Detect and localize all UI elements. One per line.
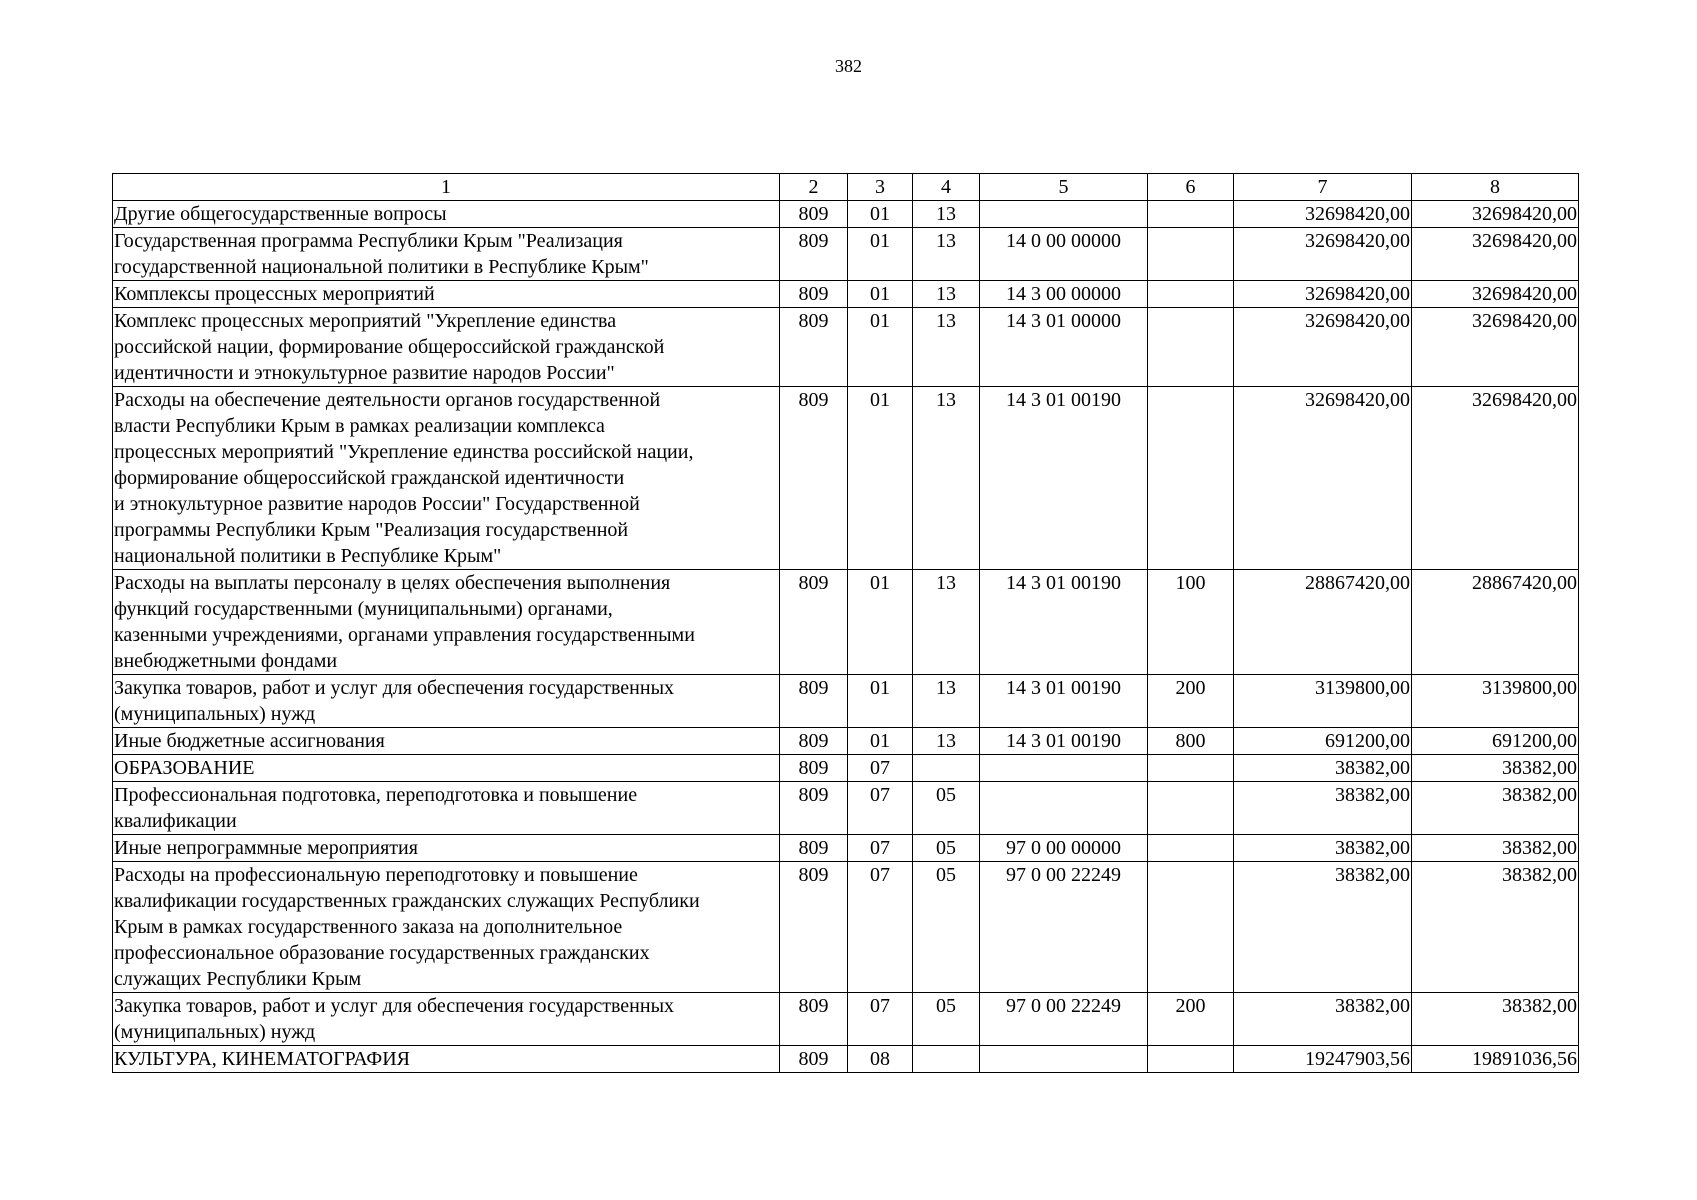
col-expense-type — [1148, 862, 1234, 993]
table-row — [113, 782, 1579, 835]
column-header: 2 — [780, 174, 848, 201]
row-name: Другие общегосударственные вопросы — [113, 201, 780, 228]
col-expense-type — [1148, 755, 1234, 782]
col-subsection: 13 — [913, 728, 980, 755]
row-name: Закупка товаров, работ и услуг для обеспечения государственных (муниципальных) нужд — [113, 993, 780, 1046]
col-amount-8: 38382,00 — [1412, 782, 1579, 835]
col-target-article: 14 3 01 00190 — [980, 387, 1148, 570]
col-section: 08 — [848, 1046, 913, 1073]
col-amount-7: 32698420,00 — [1234, 308, 1412, 387]
row-name: Государственная программа Республики Крым "Реализация государственной национальной политики в Республике Крым" — [113, 228, 780, 281]
table-row — [113, 755, 1579, 782]
col-ministry: 809 — [780, 728, 848, 755]
col-subsection: 13 — [913, 570, 980, 675]
col-amount-7: 28867420,00 — [1234, 570, 1412, 675]
col-amount-8: 38382,00 — [1412, 862, 1579, 993]
col-amount-7: 38382,00 — [1234, 835, 1412, 862]
table-row — [113, 675, 1579, 728]
col-amount-8: 3139800,00 — [1412, 675, 1579, 728]
col-section: 07 — [848, 993, 913, 1046]
col-section: 07 — [848, 862, 913, 993]
col-target-article: 14 3 00 00000 — [980, 281, 1148, 308]
col-amount-7: 32698420,00 — [1234, 387, 1412, 570]
col-subsection: 13 — [913, 308, 980, 387]
col-subsection: 13 — [913, 228, 980, 281]
col-expense-type — [1148, 201, 1234, 228]
col-target-article: 14 0 00 00000 — [980, 228, 1148, 281]
row-name: Иные бюджетные ассигнования — [113, 728, 780, 755]
table-row — [113, 228, 1579, 281]
col-amount-7: 38382,00 — [1234, 993, 1412, 1046]
table-row — [113, 570, 1579, 675]
col-section: 07 — [848, 835, 913, 862]
col-amount-7: 32698420,00 — [1234, 281, 1412, 308]
col-amount-8: 691200,00 — [1412, 728, 1579, 755]
col-amount-8: 38382,00 — [1412, 755, 1579, 782]
col-section: 07 — [848, 782, 913, 835]
table-row — [113, 308, 1579, 387]
table-row — [113, 862, 1579, 993]
col-target-article — [980, 755, 1148, 782]
page-number: 382 — [835, 56, 862, 76]
col-target-article — [980, 201, 1148, 228]
row-name: Расходы на обеспечение деятельности органов государственной власти Республики Крым в рамках реализации комплекса процессных мероприятий "Укрепление единства российской нации, формирование общероссийской гражданской идентичности и этнокультурное развитие народов России" Государственной программы Республики Крым "Реализация государственной национальной политики в Республике Крым" — [113, 387, 780, 570]
row-name: Комплекс процессных мероприятий "Укрепление единства российской нации, формирование общероссийской гражданской идентичности и этнокультурное развитие народов России" — [113, 308, 780, 387]
col-amount-8: 32698420,00 — [1412, 387, 1579, 570]
col-section: 07 — [848, 755, 913, 782]
col-ministry: 809 — [780, 862, 848, 993]
col-expense-type — [1148, 782, 1234, 835]
col-subsection: 05 — [913, 993, 980, 1046]
col-ministry: 809 — [780, 308, 848, 387]
col-subsection: 13 — [913, 387, 980, 570]
col-ministry: 809 — [780, 281, 848, 308]
row-name: Иные непрограммные мероприятия — [113, 835, 780, 862]
column-header: 3 — [848, 174, 913, 201]
col-ministry: 809 — [780, 1046, 848, 1073]
col-ministry: 809 — [780, 201, 848, 228]
table-row — [113, 387, 1579, 570]
col-amount-8: 32698420,00 — [1412, 308, 1579, 387]
col-target-article — [980, 782, 1148, 835]
col-subsection: 13 — [913, 281, 980, 308]
col-amount-7: 3139800,00 — [1234, 675, 1412, 728]
table-row — [113, 201, 1579, 228]
col-section: 01 — [848, 281, 913, 308]
col-target-article: 14 3 01 00190 — [980, 728, 1148, 755]
col-section: 01 — [848, 228, 913, 281]
col-subsection: 05 — [913, 862, 980, 993]
col-amount-8: 32698420,00 — [1412, 228, 1579, 281]
col-ministry: 809 — [780, 993, 848, 1046]
row-name: ОБРАЗОВАНИЕ — [113, 755, 780, 782]
col-amount-7: 38382,00 — [1234, 862, 1412, 993]
col-target-article: 14 3 01 00190 — [980, 675, 1148, 728]
col-ministry: 809 — [780, 387, 848, 570]
col-expense-type — [1148, 281, 1234, 308]
col-amount-7: 38382,00 — [1234, 755, 1412, 782]
col-expense-type: 200 — [1148, 675, 1234, 728]
col-ministry: 809 — [780, 835, 848, 862]
col-ministry: 809 — [780, 755, 848, 782]
col-amount-8: 28867420,00 — [1412, 570, 1579, 675]
col-expense-type: 200 — [1148, 993, 1234, 1046]
column-header: 1 — [113, 174, 780, 201]
budget-table — [112, 173, 1579, 1073]
col-expense-type — [1148, 308, 1234, 387]
row-name: Расходы на профессиональную переподготовку и повышение квалификации государственных гражданских служащих Республики Крым в рамках государственного заказа на дополнительное профессиональное образование государственных гражданских служащих Республики Крым — [113, 862, 780, 993]
col-target-article: 97 0 00 22249 — [980, 993, 1148, 1046]
col-section: 01 — [848, 675, 913, 728]
col-target-article: 97 0 00 22249 — [980, 862, 1148, 993]
col-amount-7: 32698420,00 — [1234, 228, 1412, 281]
col-ministry: 809 — [780, 570, 848, 675]
col-section: 01 — [848, 570, 913, 675]
col-amount-7: 691200,00 — [1234, 728, 1412, 755]
col-expense-type: 100 — [1148, 570, 1234, 675]
header-row — [113, 174, 1579, 201]
row-name: Профессиональная подготовка, переподготовка и повышение квалификации — [113, 782, 780, 835]
table-row — [113, 835, 1579, 862]
table-row — [113, 1046, 1579, 1073]
col-expense-type — [1148, 1046, 1234, 1073]
col-amount-8: 32698420,00 — [1412, 281, 1579, 308]
col-subsection: 13 — [913, 675, 980, 728]
col-expense-type — [1148, 228, 1234, 281]
col-section: 01 — [848, 387, 913, 570]
col-target-article: 97 0 00 00000 — [980, 835, 1148, 862]
row-name: Закупка товаров, работ и услуг для обеспечения государственных (муниципальных) нужд — [113, 675, 780, 728]
col-section: 01 — [848, 201, 913, 228]
col-expense-type — [1148, 387, 1234, 570]
col-ministry: 809 — [780, 675, 848, 728]
col-amount-8: 19891036,56 — [1412, 1046, 1579, 1073]
col-subsection — [913, 755, 980, 782]
column-header: 7 — [1234, 174, 1412, 201]
col-expense-type — [1148, 835, 1234, 862]
col-section: 01 — [848, 308, 913, 387]
col-expense-type: 800 — [1148, 728, 1234, 755]
col-amount-8: 38382,00 — [1412, 835, 1579, 862]
column-header: 6 — [1148, 174, 1234, 201]
column-header: 5 — [980, 174, 1148, 201]
column-header: 4 — [913, 174, 980, 201]
col-subsection: 13 — [913, 201, 980, 228]
col-target-article: 14 3 01 00000 — [980, 308, 1148, 387]
col-subsection: 05 — [913, 835, 980, 862]
row-name: КУЛЬТУРА, КИНЕМАТОГРАФИЯ — [113, 1046, 780, 1073]
col-section: 01 — [848, 728, 913, 755]
column-header: 8 — [1412, 174, 1579, 201]
col-amount-8: 38382,00 — [1412, 993, 1579, 1046]
col-amount-7: 38382,00 — [1234, 782, 1412, 835]
table-row — [113, 993, 1579, 1046]
col-subsection: 05 — [913, 782, 980, 835]
table-row — [113, 728, 1579, 755]
col-ministry: 809 — [780, 228, 848, 281]
col-subsection — [913, 1046, 980, 1073]
table-row — [113, 281, 1579, 308]
col-ministry: 809 — [780, 782, 848, 835]
col-target-article: 14 3 01 00190 — [980, 570, 1148, 675]
col-target-article — [980, 1046, 1148, 1073]
row-name: Расходы на выплаты персоналу в целях обеспечения выполнения функций государственными (муниципальными) органами, казенными учреждениями, органами управления государственными внебюджетными фондами — [113, 570, 780, 675]
col-amount-7: 32698420,00 — [1234, 201, 1412, 228]
col-amount-7: 19247903,56 — [1234, 1046, 1412, 1073]
row-name: Комплексы процессных мероприятий — [113, 281, 780, 308]
col-amount-8: 32698420,00 — [1412, 201, 1579, 228]
